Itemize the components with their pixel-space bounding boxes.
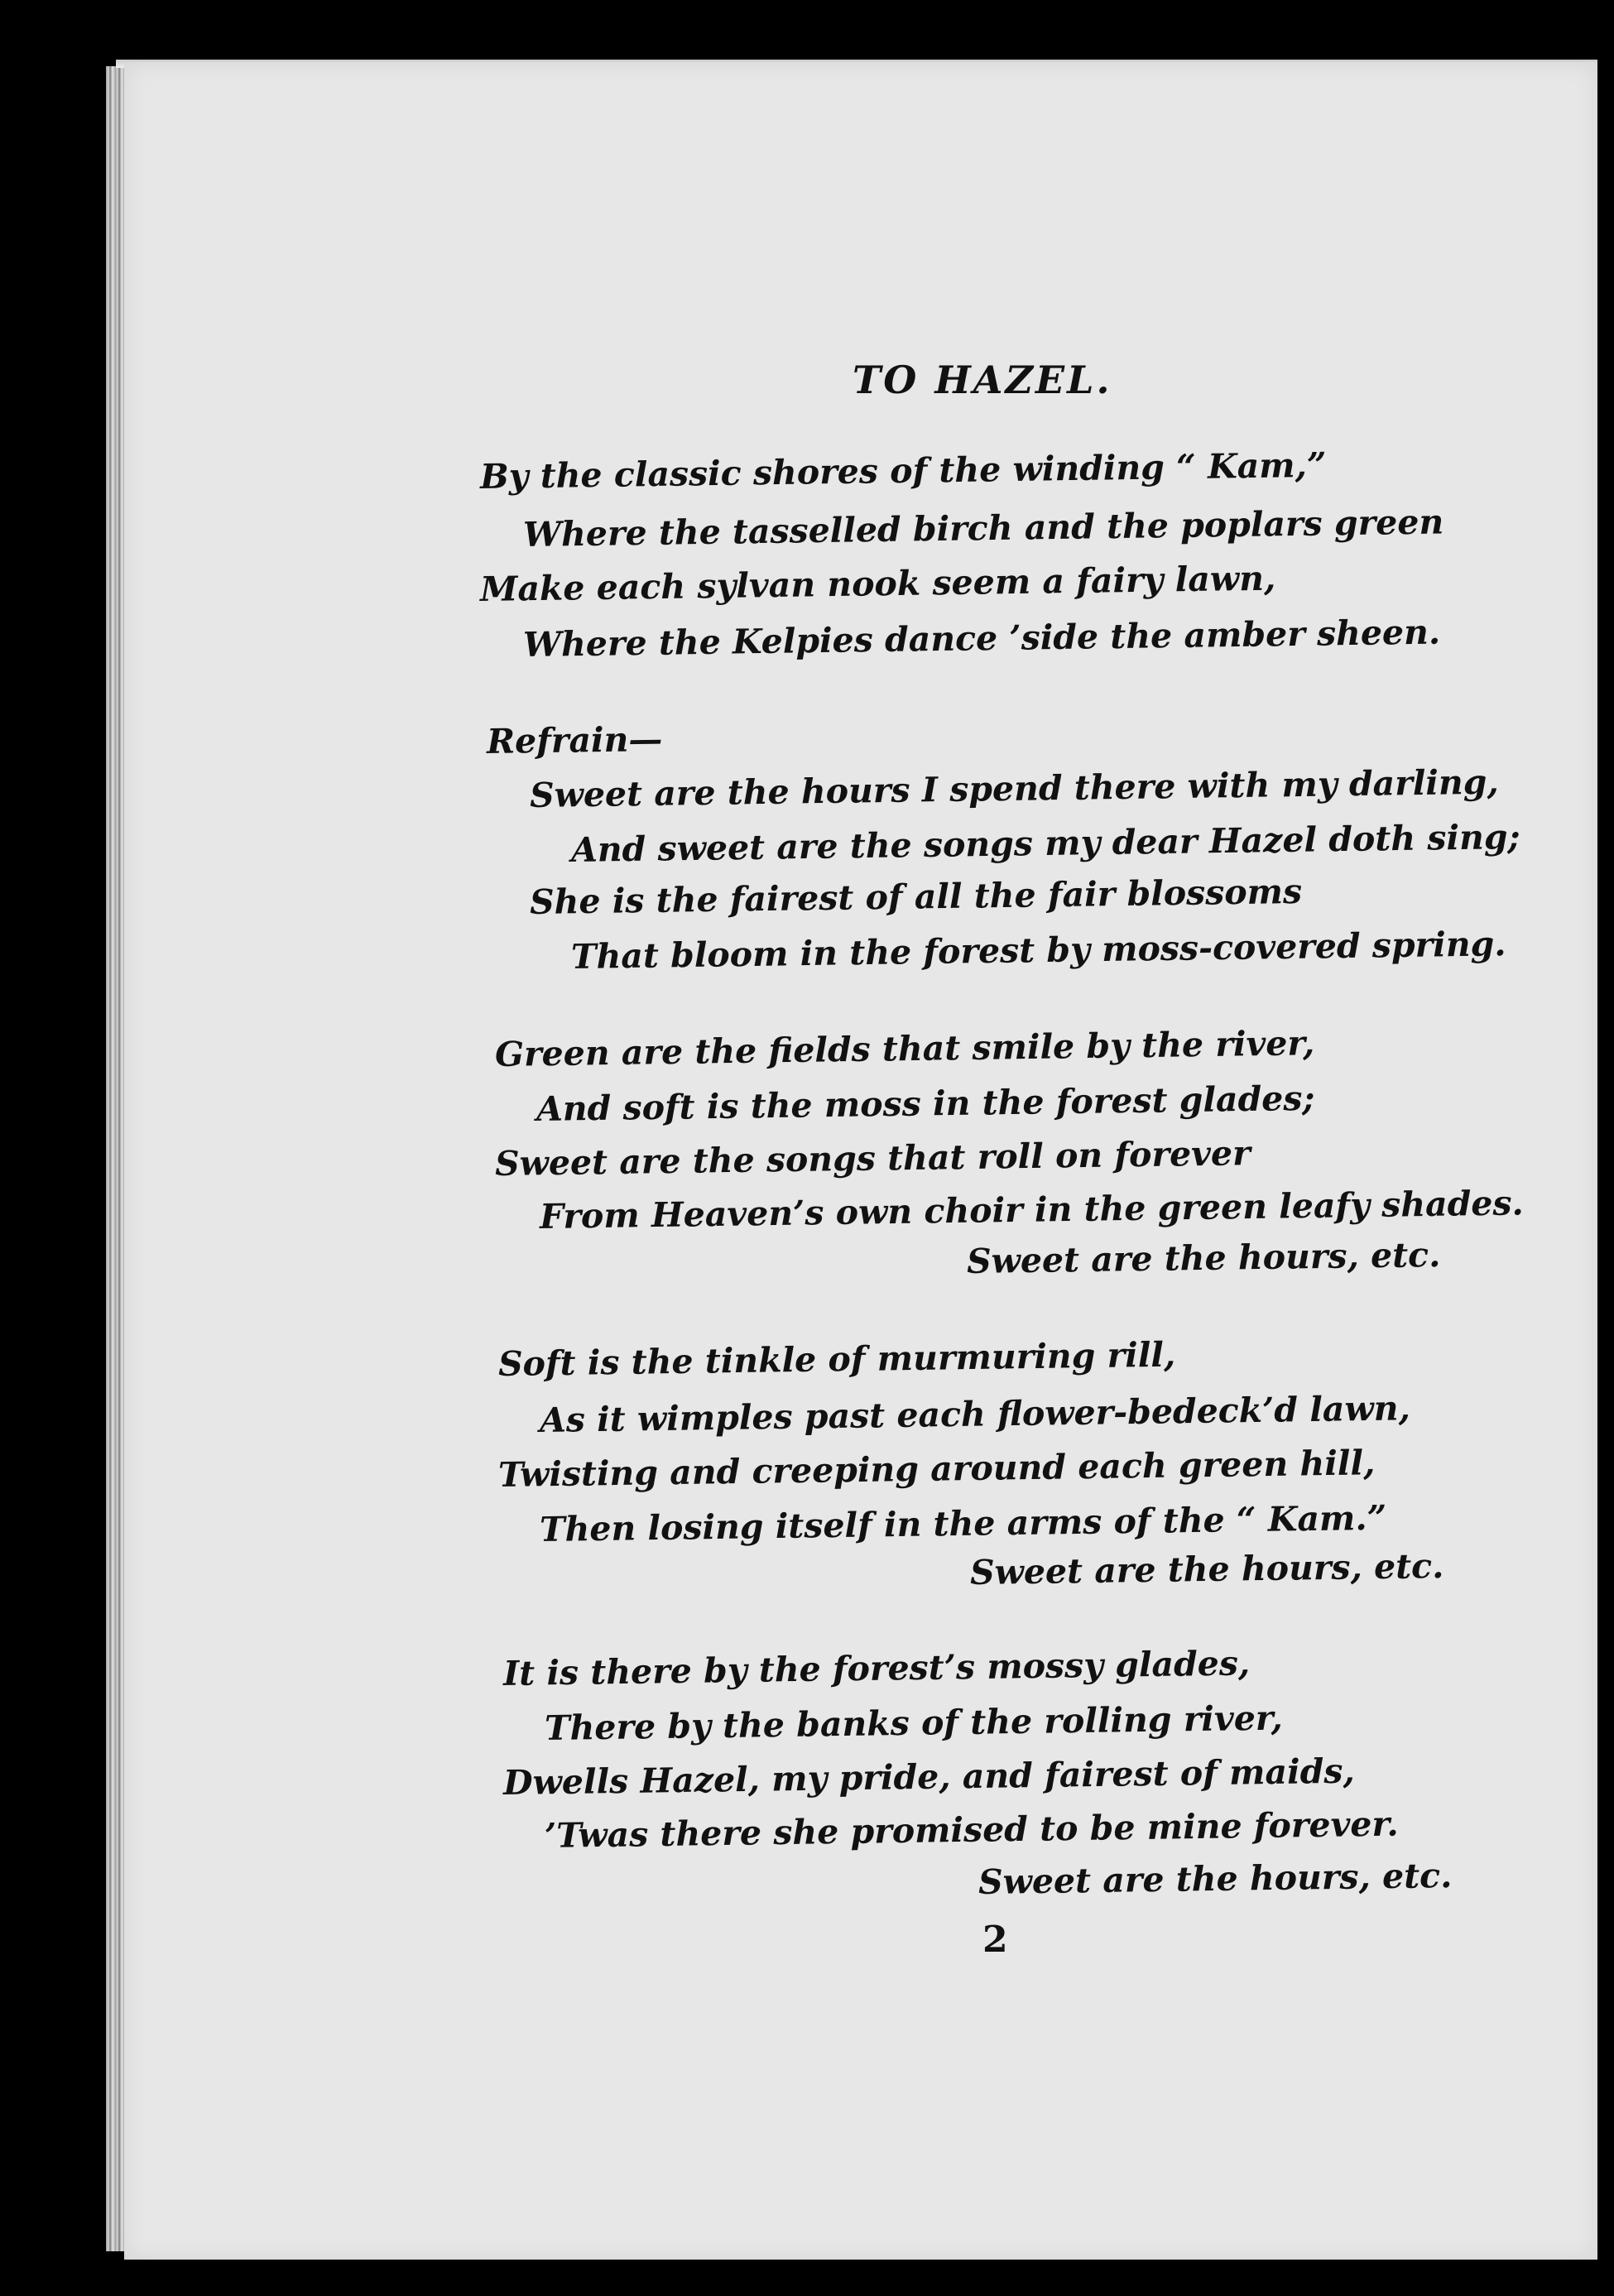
- stanza2-line-1: Green are the fields that smile by the river,: [494, 1023, 1315, 1074]
- refrain-label: Refrain—: [486, 719, 663, 761]
- stanza3-line-4: Then losing itself in the arms of the “ Kam.”: [539, 1497, 1387, 1549]
- refrain-line-1: Sweet are the hours I spend there with my darling,: [529, 761, 1500, 815]
- stanza3-refrain: Sweet are the hours, etc.: [969, 1546, 1444, 1592]
- stanza2-line-4: From Heaven’s own choir in the green leafy shades.: [539, 1183, 1525, 1237]
- stanza4-refrain: Sweet are the hours, etc.: [978, 1856, 1453, 1902]
- stanza2-refrain: Sweet are the hours, etc.: [966, 1235, 1441, 1281]
- refrain-line-3: She is the fairest of all the fair blossoms: [529, 871, 1303, 922]
- stanza1-line-3: Make each sylvan nook seem a fairy lawn,: [479, 558, 1276, 609]
- stanza3-line-3: Twisting and creeping around each green hill,: [497, 1443, 1376, 1495]
- stanza4-line-2: There by the banks of the rolling river,: [544, 1698, 1284, 1748]
- stanza1-line-1: By the classic shores of the winding “ Kam,”: [479, 444, 1327, 497]
- stanza4-line-4: ’Twas there she promised to be mine forever.: [544, 1804, 1399, 1856]
- stanza1-line-4: Where the Kelpies dance ’side the amber sheen.: [522, 612, 1441, 665]
- stanza4-line-3: Dwells Hazel, my pride, and fairest of maids,: [502, 1751, 1355, 1803]
- stanza4-line-1: It is there by the forest’s mossy glades,: [502, 1643, 1251, 1693]
- poem-title: TO HAZEL.: [853, 358, 1112, 402]
- page-number: 2: [982, 1919, 1008, 1961]
- stanza1-line-2: Where the tasselled birch and the poplars green: [522, 502, 1444, 555]
- stanza2-line-3: Sweet are the songs that roll on forever: [494, 1133, 1251, 1184]
- refrain-line-2: And sweet are the songs my dear Hazel doth sing;: [570, 816, 1520, 870]
- stanza2-line-2: And soft is the moss in the forest glades;: [536, 1078, 1315, 1129]
- stanza3-line-1: Soft is the tinkle of murmuring rill,: [497, 1334, 1176, 1384]
- stanza3-line-2: As it wimples past each flower-bedeck’d lawn,: [539, 1388, 1411, 1440]
- refrain-line-4: That bloom in the forest by moss-covered spring.: [570, 924, 1506, 977]
